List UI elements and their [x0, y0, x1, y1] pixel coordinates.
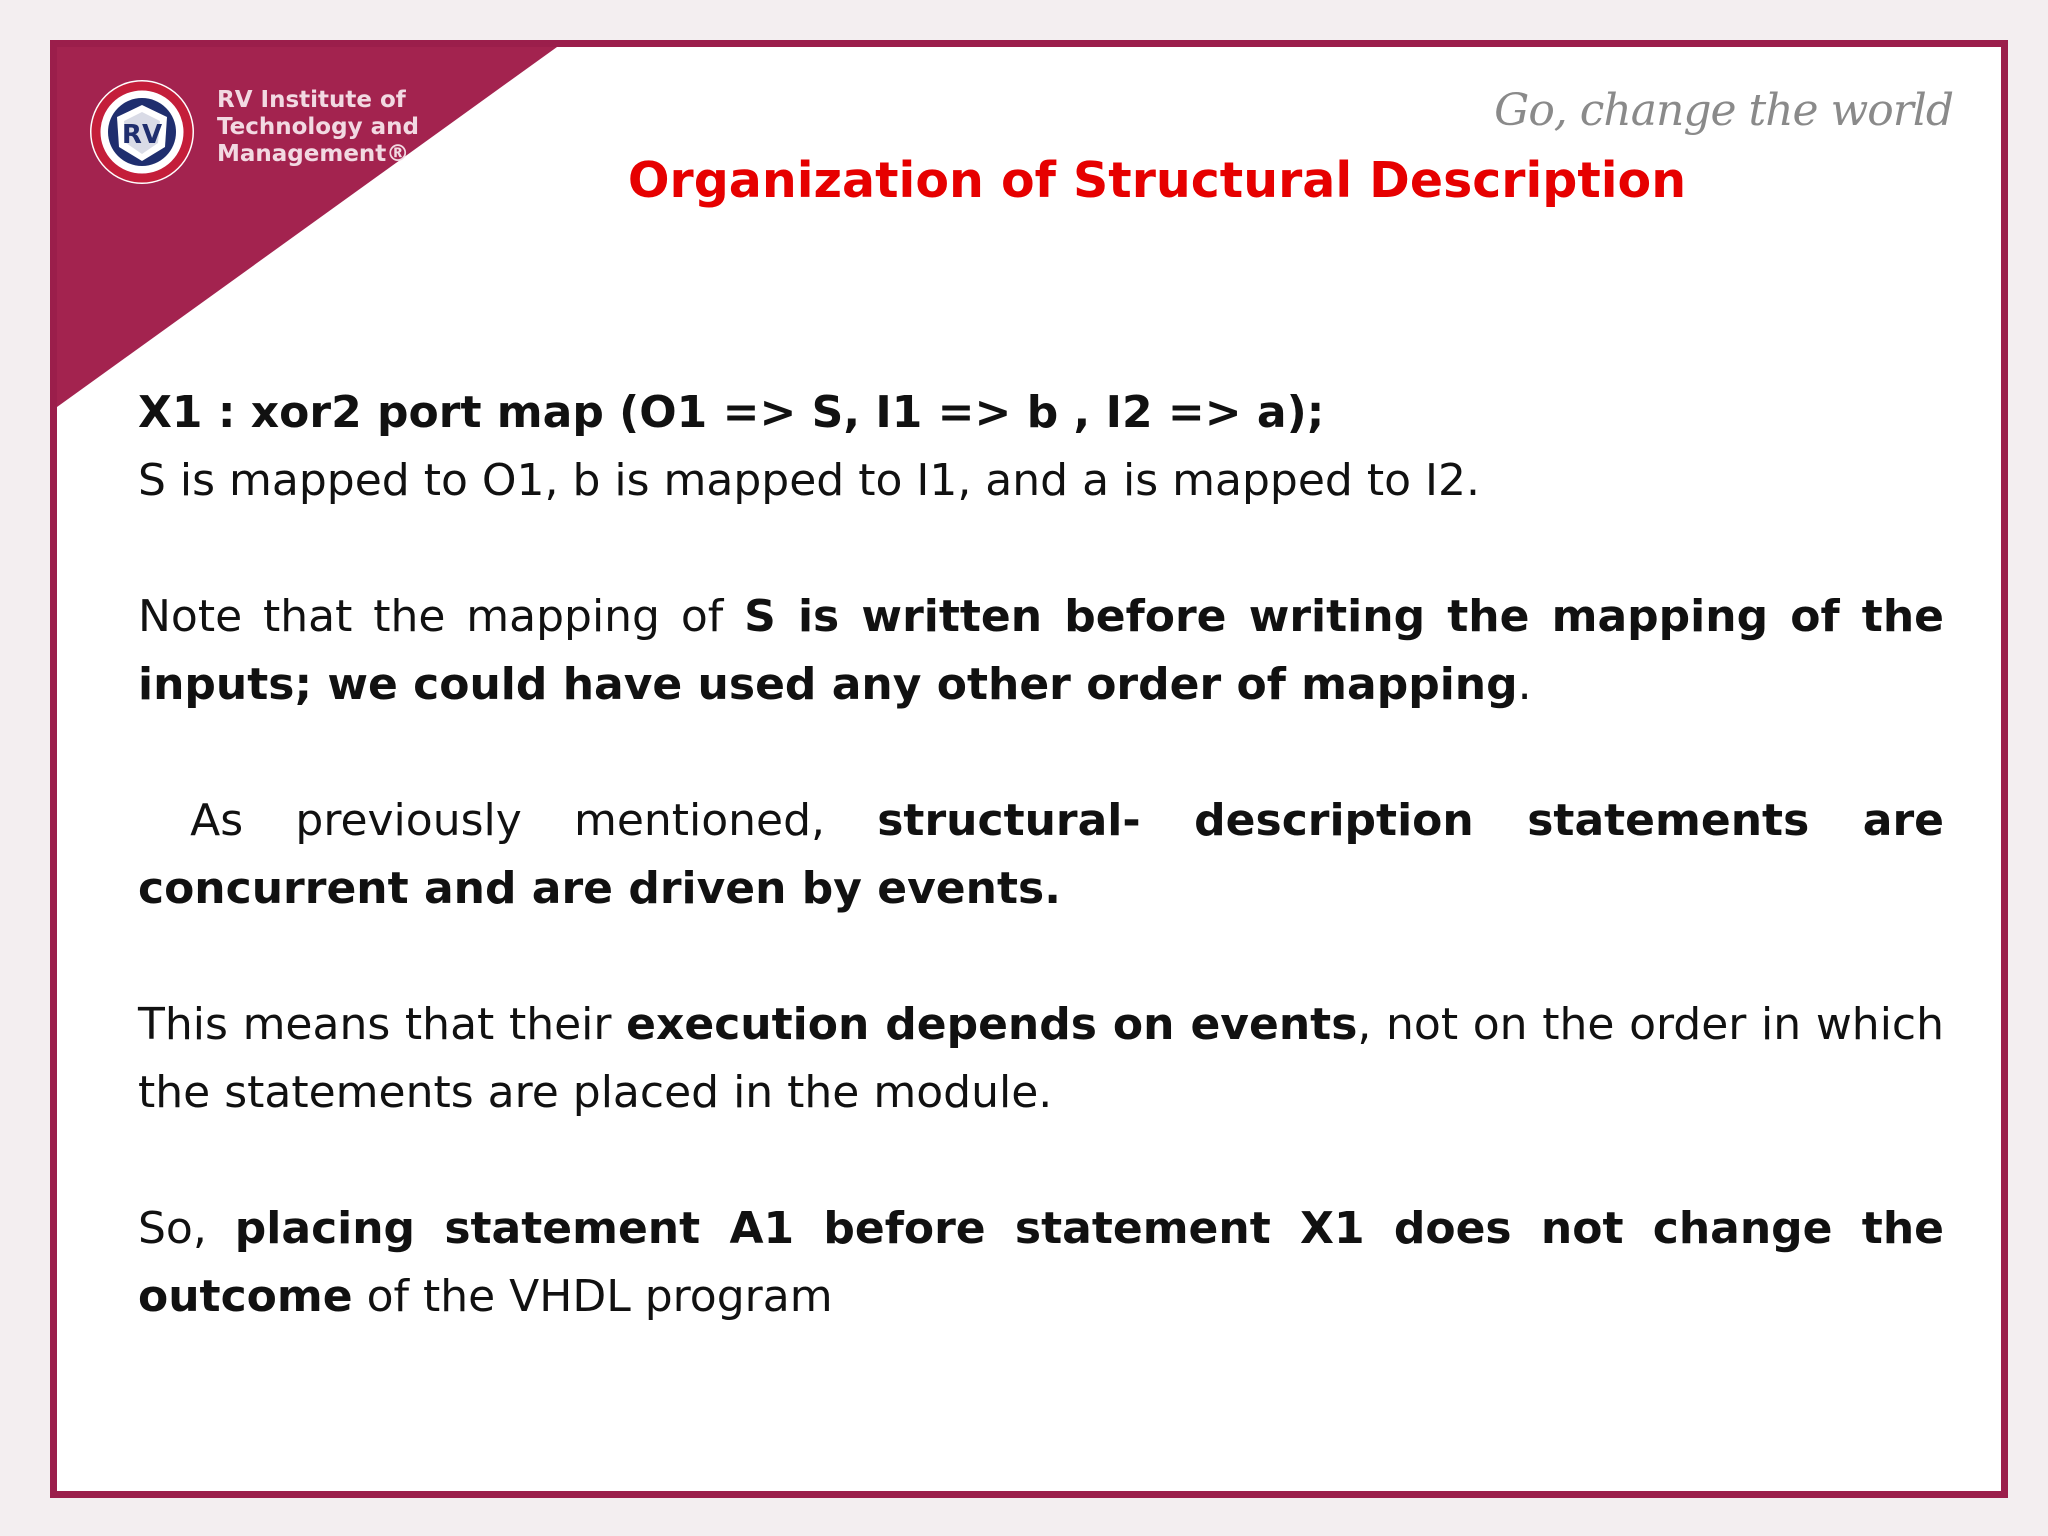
bold-segment: structural- description statements are concurrent and are driven by events. [138, 795, 1945, 914]
mapping-explanation: S is mapped to O1, b is mapped to I1, and a is mapped to I2. [138, 455, 1480, 506]
bold-segment: placing statement A1 before statement X1 does not change the outcome [138, 1203, 1944, 1322]
text-segment: As previously mentioned, [138, 795, 878, 846]
text-segment: Note that the mapping of [138, 591, 745, 642]
slide-title: Organization of Structural Description [627, 152, 1687, 209]
paragraph-outcome [138, 1195, 1944, 1331]
text-segment: of the VHDL program [352, 1271, 833, 1322]
tagline: Go, change the world [1494, 85, 1953, 136]
code-line: X1 : xor2 port map (O1 => S, I1 => b , I2 => a); [138, 387, 1325, 438]
bold-segment: S is written before writing the mapping of the inputs; we could have used any other order of mapping [138, 591, 1944, 710]
text-segment: This means that their [138, 999, 627, 1050]
institute-name: RV Institute of Technology and Management® [217, 87, 419, 167]
paragraph-mapping-order [138, 583, 1944, 719]
logo-text: RV [121, 120, 163, 150]
slide-content [138, 379, 1944, 1331]
paragraph-concurrent [138, 787, 1944, 923]
paragraph-events [138, 991, 1944, 1127]
text-segment: , not on the order in which the statements are placed in the module. [138, 999, 1944, 1118]
paragraph-port-map [138, 379, 1944, 515]
slide [50, 40, 2008, 1498]
text-segment: So, [138, 1203, 235, 1254]
text-segment: . [1517, 659, 1532, 710]
bold-segment: execution depends on events [626, 999, 1358, 1050]
